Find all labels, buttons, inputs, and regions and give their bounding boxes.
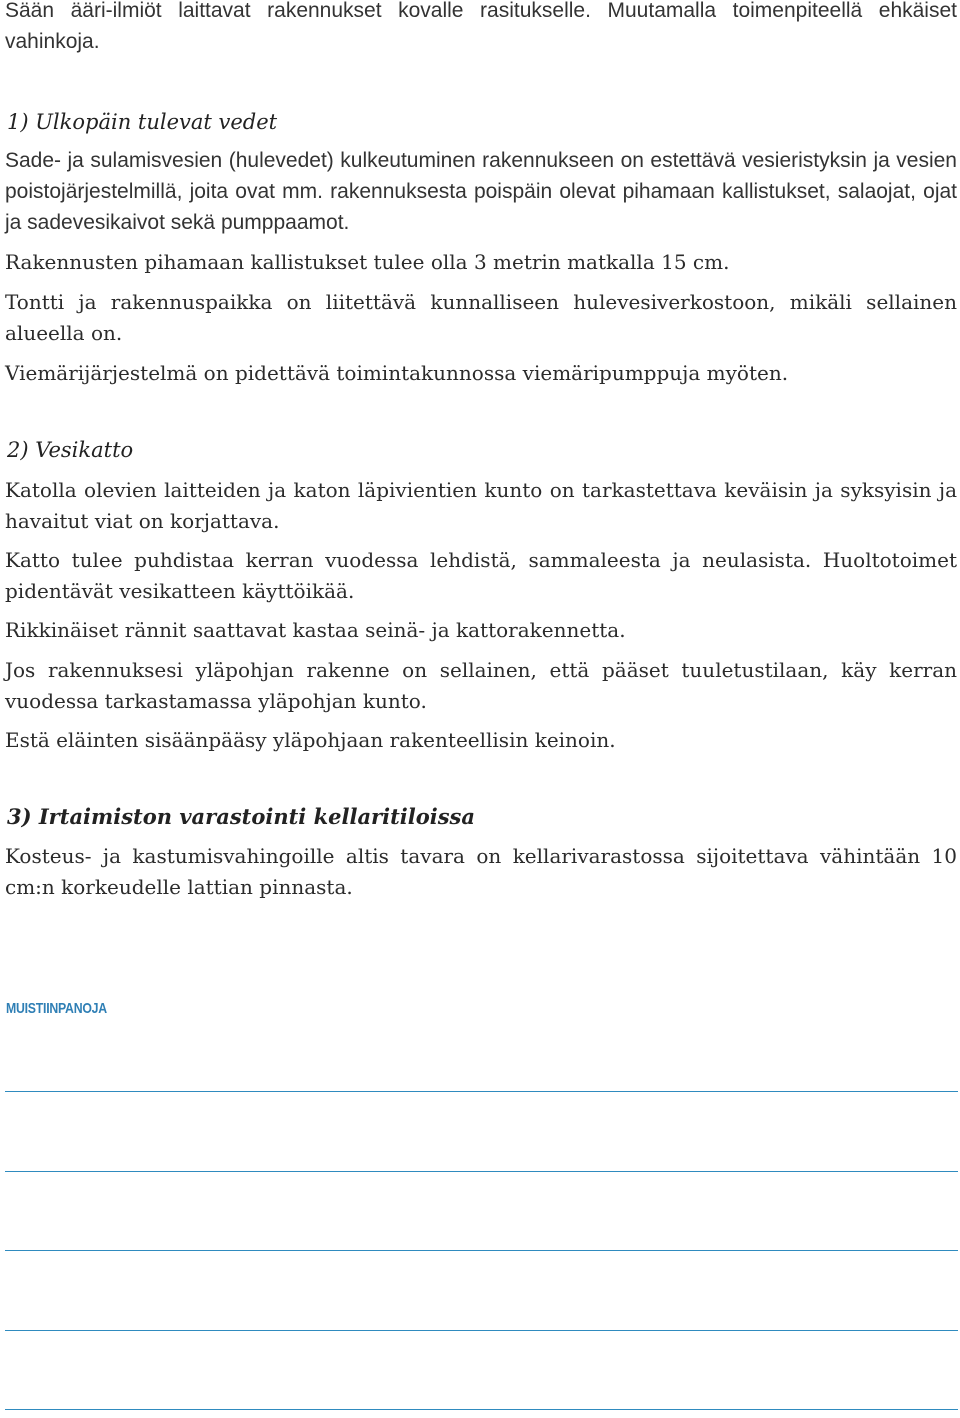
section-heading-irtaimisto: 3) Irtaimiston varastointi kellaritiloissa [7, 804, 475, 829]
note-line[interactable] [5, 1330, 958, 1331]
section2-paragraph-1: Katolla olevien laitteiden ja katon läpivientien kunto on tarkastettava keväisin ja syksyisin ja havaitut viat on korjattava. [5, 478, 957, 533]
section1-paragraph-1: Sade- ja sulamisvesien (hulevedet) kulkeutuminen rakennukseen on estettävä vesieristyksin ja vesien poistojärjestelmillä, joita ovat mm. rakennuksesta poispäin olevat pihamaan kallistukset, salaojat, ojat ja sadevesikaivot sekä pumppaamot. [5, 149, 957, 234]
intro-paragraph: Sään ääri-ilmiöt laittavat rakennukset kovalle rasitukselle. Muutamalla toimenpiteellä ehkäiset vahinkoja. [5, 0, 957, 53]
section1-paragraph-3: Tontti ja rakennuspaikka on liitettävä kunnalliseen hulevesiverkostoon, mikäli sellainen alueella on. [5, 290, 957, 345]
notes-title: MUISTIINPANOJA [6, 1000, 107, 1017]
section1-paragraph-2: Rakennusten pihamaan kallistukset tulee olla 3 metrin matkalla 15 cm. [5, 250, 730, 274]
section-heading-vesikatto: 2) Vesikatto [7, 438, 134, 462]
section2-paragraph-2: Katto tulee puhdistaa kerran vuodessa lehdistä, sammaleesta ja neulasista. Huoltotoimet pidentävät vesikatteen käyttöikää. [5, 548, 957, 603]
section2-paragraph-4: Jos rakennuksesi yläpohjan rakenne on sellainen, että pääset tuuletustilaan, käy kerran vuodessa tarkastamassa yläpohjan kunto. [5, 658, 957, 713]
section2-paragraph-5: Estä eläinten sisäänpääsy yläpohjaan rakenteellisin keinoin. [5, 728, 616, 752]
section3-paragraph-1: Kosteus- ja kastumisvahingoille altis tavara on kellarivarastossa sijoitettava vähintään 10 cm:n korkeudelle lattian pinnasta. [5, 844, 957, 899]
section2-paragraph-3: Rikkinäiset rännit saattavat kastaa seinä- ja kattorakennetta. [5, 618, 626, 642]
section-heading-ulkopain: 1) Ulkopäin tulevat vedet [7, 110, 278, 134]
section1-paragraph-4: Viemärijärjestelmä on pidettävä toimintakunnossa viemäripumppuja myöten. [5, 361, 789, 385]
note-line[interactable] [5, 1409, 958, 1410]
note-line[interactable] [5, 1091, 958, 1092]
note-line[interactable] [5, 1171, 958, 1172]
note-line[interactable] [5, 1250, 958, 1251]
